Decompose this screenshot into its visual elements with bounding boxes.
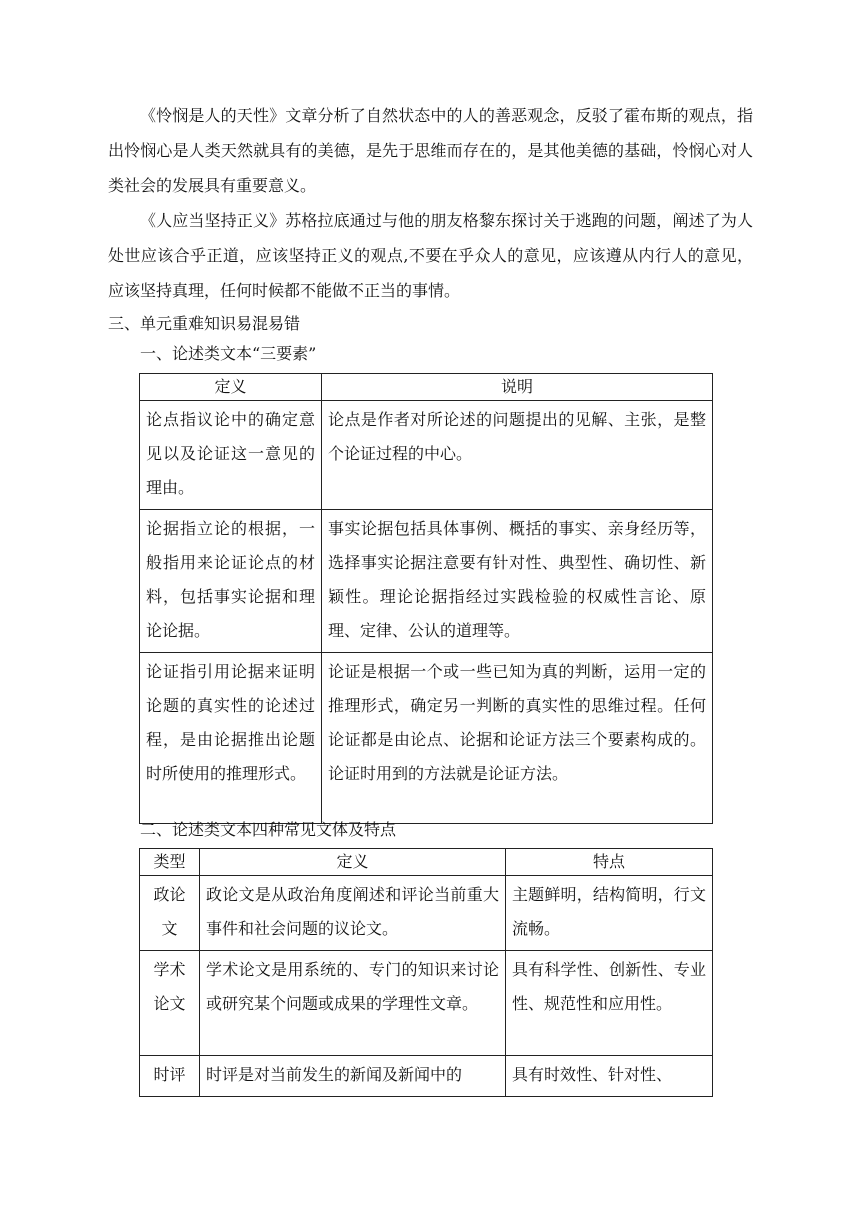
table-row <box>140 510 713 653</box>
header-definition: 定义 <box>140 374 322 401</box>
four-genres-table <box>139 848 713 1097</box>
table-header-row <box>140 374 713 401</box>
table1-caption: 一、论述类文本“三要素” <box>140 344 317 363</box>
three-elements-table <box>139 373 713 824</box>
table-cell: 论点指议论中的确定意见以及论证这一意见的理由。 <box>140 401 322 510</box>
table-cell: 论据指立论的根据，一般指用来论证论点的材料，包括事实论据和理论论据。 <box>140 510 322 653</box>
table-cell: 政论文是从政治角度阐述和评论当前重大事件和社会问题的议论文。 <box>200 876 506 951</box>
table-cell: 学术论文是用系统的、专门的知识来讨论或研究某个问题或成果的学理性文章。 <box>200 951 506 1056</box>
table-cell: 具有科学性、创新性、专业性、规范性和应用性。 <box>506 951 713 1056</box>
table-cell: 事实论据包括具体事例、概括的事实、亲身经历等，选择事实论据注意要有针对性、典型性、确切性、新颖性。理论论据指经过实践检验的权威性言论、原理、定律、公认的道理等。 <box>322 510 713 653</box>
header-definition: 定义 <box>200 849 506 876</box>
table-cell: 时评是对当前发生的新闻及新闻中的 <box>200 1056 506 1097</box>
paragraph-justice: 《人应当坚持正义》苏格拉底通过与他的朋友格黎东探讨关于逃跑的问题，阐述了为人处世应该合乎正道，应该坚持正义的观点,不要在乎众人的意见，应该遵从内行人的意见，应该坚持真理，任何时候都不能做不正当的事情。 <box>108 211 753 300</box>
table-row <box>140 1056 713 1097</box>
header-explanation: 说明 <box>322 374 713 401</box>
table-cell: 主题鲜明，结构简明，行文流畅。 <box>506 876 713 951</box>
section-heading: 三、单元重难知识易混易错 <box>108 314 301 333</box>
header-type: 类型 <box>140 849 200 876</box>
table-cell: 政论文 <box>140 876 200 951</box>
table-row <box>140 876 713 951</box>
table-cell: 论证指引用论据来证明论题的真实性的论述过程，是由论据推出论题时所使用的推理形式。 <box>140 653 322 824</box>
table-cell: 论点是作者对所论述的问题提出的见解、主张，是整个论证过程的中心。 <box>322 401 713 510</box>
table-row <box>140 401 713 510</box>
table-header-row <box>140 849 713 876</box>
table-cell: 论证是根据一个或一些已知为真的判断，运用一定的推理形式，确定另一判断的真实性的思维过程。任何论证都是由论点、论据和论证方法三个要素构成的。论证时用到的方法就是论证方法。 <box>322 653 713 824</box>
table-row <box>140 653 713 824</box>
header-features: 特点 <box>506 849 713 876</box>
table-cell: 学术论文 <box>140 951 200 1056</box>
table2-caption: 二、论述类文本四种常见文体及特点 <box>140 820 397 839</box>
table-row <box>140 951 713 1056</box>
table-cell: 具有时效性、针对性、 <box>506 1056 713 1097</box>
paragraph-compassion: 《怜悯是人的天性》文章分析了自然状态中的人的善恶观念，反驳了霍布斯的观点，指出怜悯心是人类天然就具有的美德，是先于思维而存在的，是其他美德的基础，怜悯心对人类社会的发展具有重要意义。 <box>108 106 753 195</box>
table-cell: 时评 <box>140 1056 200 1097</box>
